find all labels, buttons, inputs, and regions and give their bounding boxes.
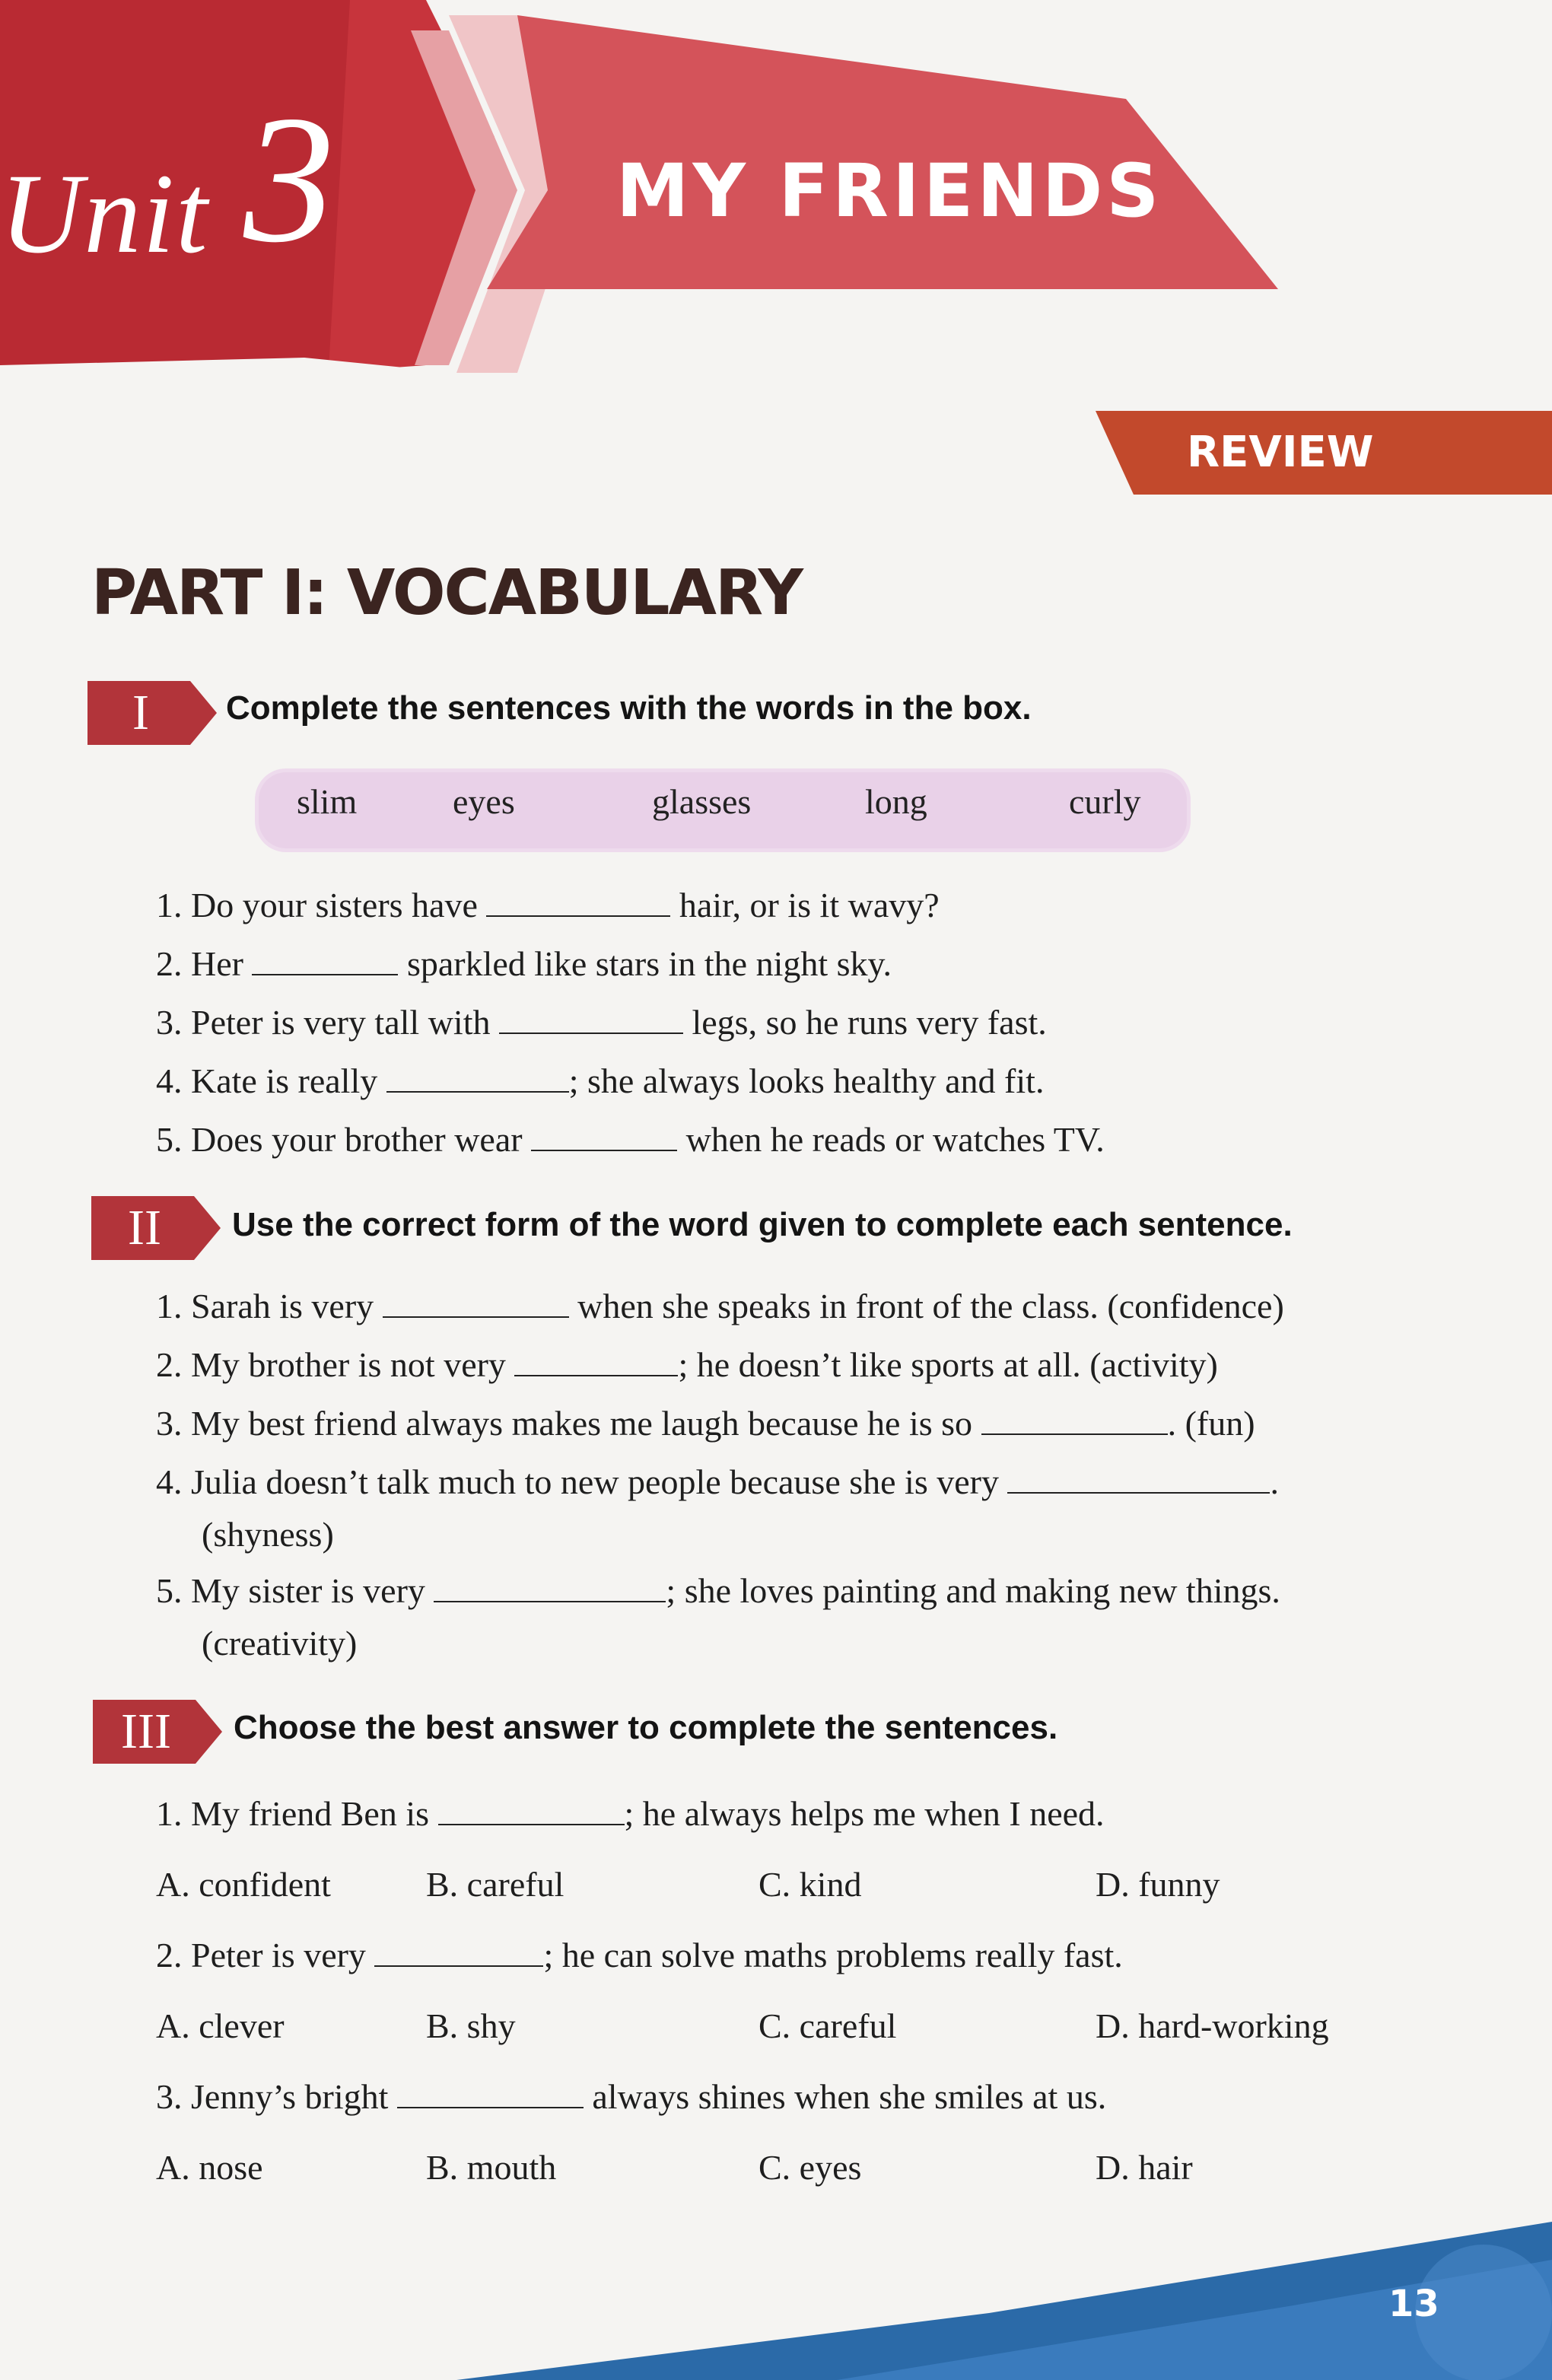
answer-blank[interactable] [981, 1408, 1168, 1435]
answer-blank[interactable] [531, 1124, 677, 1151]
exercise-1-item-5: 5. Does your brother wear when he reads or watches TV. [156, 1120, 1105, 1159]
word-box-item: slim [297, 782, 358, 821]
option-b[interactable]: B. shy [426, 2006, 516, 2045]
exercise-2-item-5: 5. My sister is very ; she loves painting and making new things. [156, 1571, 1280, 1610]
answer-blank[interactable] [438, 1798, 625, 1825]
review-label: REVIEW [1187, 428, 1374, 477]
exercise-2-item-4: 4. Julia doesn’t talk much to new people because she is very . [156, 1462, 1279, 1501]
answer-blank[interactable] [1007, 1466, 1270, 1494]
answer-blank[interactable] [252, 948, 398, 975]
answer-blank[interactable] [397, 2081, 584, 2108]
option-c[interactable]: C. careful [759, 2006, 897, 2045]
exercise-2-number: II [128, 1200, 161, 1255]
exercise-1-item-4: 4. Kate is really ; she always looks healthy and fit. [156, 1061, 1045, 1100]
answer-blank[interactable] [514, 1349, 678, 1376]
exercise-1-item-3: 3. Peter is very tall with legs, so he runs very fast. [156, 1003, 1047, 1042]
answer-blank[interactable] [374, 1939, 543, 1967]
exercise-1-number: I [132, 685, 149, 740]
answer-blank[interactable] [486, 889, 670, 917]
exercise-2-item-1: 1. Sarah is very when she speaks in front of the class. (confidence) [156, 1287, 1284, 1325]
word-box [259, 772, 1187, 848]
option-d[interactable]: D. hair [1096, 2148, 1193, 2187]
option-c[interactable]: C. eyes [759, 2148, 862, 2187]
option-a[interactable]: A. confident [156, 1865, 331, 1904]
unit-word: Unit [0, 151, 209, 277]
exercise-3-question-1: 1. My friend Ben is ; he always helps me when I need. [156, 1794, 1105, 1833]
exercise-2-instruction: Use the correct form of the word given to complete each sentence. [232, 1206, 1293, 1243]
exercise-1-badge [87, 681, 217, 745]
exercise-3-number: III [121, 1704, 171, 1759]
part-title: PART I: VOCABULARY [91, 557, 803, 629]
answer-blank[interactable] [383, 1290, 569, 1318]
page-number: 13 [1388, 2283, 1439, 2325]
word-box-item: eyes [453, 782, 515, 821]
exercise-2-item-5-hint: (creativity) [202, 1624, 358, 1662]
answer-blank[interactable] [386, 1065, 569, 1093]
option-d[interactable]: D. hard-working [1096, 2006, 1329, 2045]
unit-title: MY FRIENDS [616, 148, 1163, 234]
exercise-3-question-3: 3. Jenny’s bright always shines when she smiles at us. [156, 2077, 1107, 2116]
option-b[interactable]: B. mouth [426, 2148, 557, 2187]
word-box-item: curly [1069, 782, 1141, 821]
word-box-item: long [865, 782, 927, 821]
exercise-3-instruction: Choose the best answer to complete the sentences. [234, 1709, 1058, 1746]
option-a[interactable]: A. clever [156, 2006, 285, 2045]
exercise-2-item-3: 3. My best friend always makes me laugh because he is so . (fun) [156, 1404, 1255, 1443]
exercise-2-item-2: 2. My brother is not very ; he doesn’t like sports at all. (activity) [156, 1345, 1218, 1384]
exercise-2-item-4-hint: (shyness) [202, 1515, 334, 1554]
exercise-1-item-2: 2. Her sparkled like stars in the night sky. [156, 944, 892, 983]
footer-wave [0, 2191, 1552, 2380]
word-box-item: glasses [652, 782, 752, 821]
exercise-3-badge [93, 1700, 222, 1764]
option-c[interactable]: C. kind [759, 1865, 862, 1904]
option-b[interactable]: B. careful [426, 1865, 565, 1904]
option-a[interactable]: A. nose [156, 2148, 263, 2187]
answer-blank[interactable] [434, 1575, 666, 1602]
exercise-3-question-2: 2. Peter is very ; he can solve maths problems really fast. [156, 1936, 1123, 1974]
exercise-1-instruction: Complete the sentences with the words in the box. [226, 689, 1032, 727]
exercise-1-item-1: 1. Do your sisters have hair, or is it wavy? [156, 886, 940, 924]
option-d[interactable]: D. funny [1096, 1865, 1220, 1904]
answer-blank[interactable] [499, 1007, 683, 1034]
exercise-2-badge [91, 1196, 221, 1260]
unit-number: 3 [243, 78, 335, 280]
